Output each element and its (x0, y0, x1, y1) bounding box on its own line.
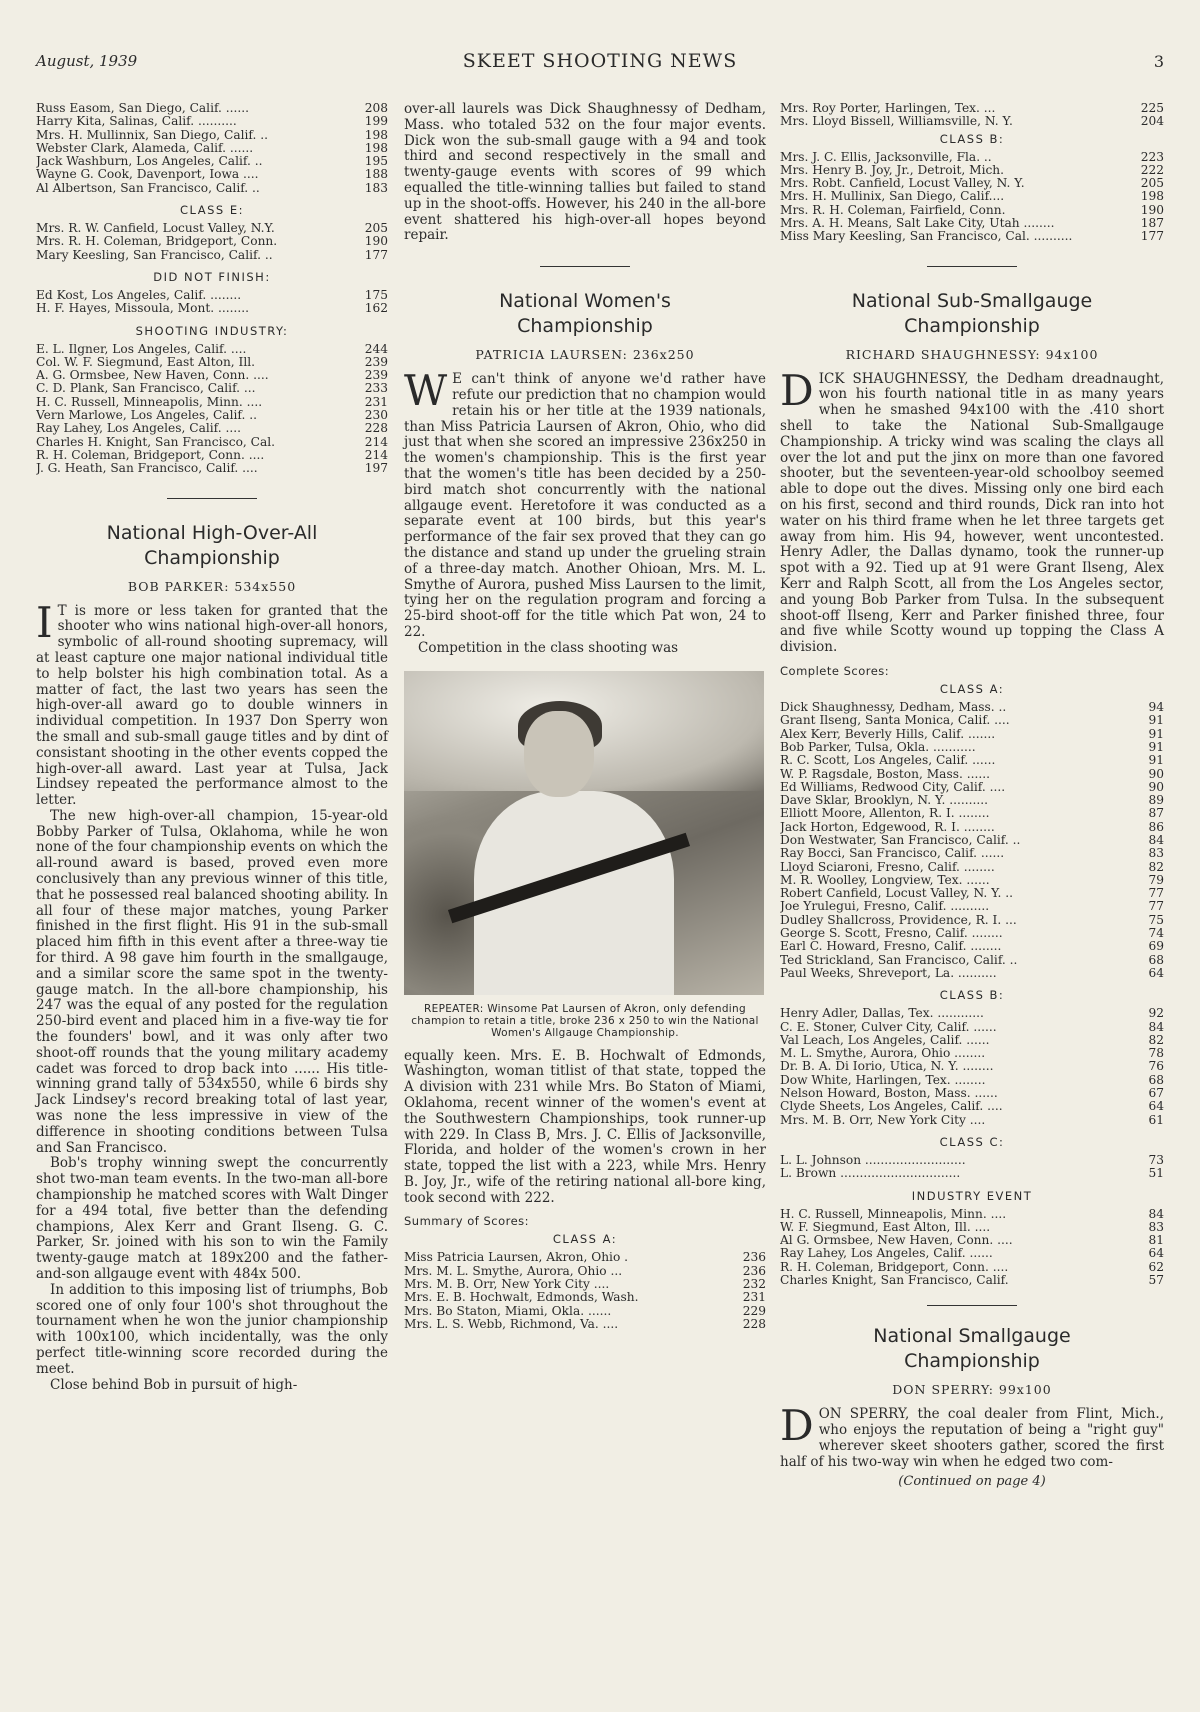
score-name: Don Westwater, San Francisco, Calif. .. (780, 833, 1021, 847)
score-name: R. C. Scott, Los Angeles, Calif. ...... (780, 754, 996, 768)
score-value: 229 (742, 1304, 766, 1318)
score-value: 188 (364, 168, 388, 182)
score-value: 232 (742, 1278, 766, 1292)
score-row (780, 834, 1164, 847)
score-name: Russ Easom, San Diego, Calif. ...... (36, 102, 250, 115)
industry-event-title: INDUSTRY EVENT (911, 1188, 1033, 1203)
score-row (780, 940, 1164, 953)
score-value: 225 (1140, 102, 1164, 115)
womens-class-b-title: CLASS B: (939, 131, 1005, 146)
score-value: 239 (364, 369, 388, 383)
score-row (780, 190, 1164, 203)
score-row (36, 235, 388, 248)
shooting-industry-title: SHOOTING INDUSTRY: (135, 323, 289, 338)
score-value: 77 (1148, 887, 1164, 901)
hoa-paragraph-2: The new high-over-all champion, 15-year-old Bobby Parker of Tulsa, Oklahoma, while he won none of the four championship events on which the all-round award is based, proved even more conclusively than any previous winner of this title, that he possessed real balanced shooting ability. In all four of these major matches, young Parker finished in the first flight. His 91 in the sub-small placed him fifth in this event after a three-way tie for third. A 98 gave him fourth in the smallgauge, and a similar score the same spot in the twenty-gauge match. In the all-bore championship, his 247 was the equal of any posted for the regulation 250-bird event and placed him in a five-way tie for the founders' bowl, and it was only after two shoot-off rounds that the young military academy cadet was forced to drop back into ...... His title-winning grand tally of 534x550, while 6 birds shy Jack Lindsey's record breaking total of last year, was none the less impressive in view of the difference in shooting conditions between Tulsa and San Francisco. (36, 807, 388, 1156)
score-name: Ray Bocci, San Francisco, Calif. ...... (780, 847, 1005, 861)
score-name: Mrs. H. Mullinix, San Diego, Calif.... (780, 190, 1005, 204)
score-name: Dow White, Harlingen, Tex. ........ (780, 1073, 986, 1087)
score-value: 68 (1148, 1073, 1164, 1087)
score-row (780, 1208, 1164, 1221)
score-name: Mrs. Robt. Canfield, Locust Valley, N. Y. (780, 177, 1025, 191)
score-name: Alex Kerr, Beverly Hills, Calif. ....... (780, 727, 996, 741)
score-name: Lloyd Sciaroni, Fresno, Calif. ........ (780, 860, 995, 874)
score-row (780, 1074, 1164, 1087)
score-name: Mrs. H. Mullinnix, San Diego, Calif. .. (36, 128, 268, 142)
score-name: Clyde Sheets, Los Angeles, Calif. .... (780, 1100, 1003, 1114)
score-value: 228 (364, 422, 388, 436)
score-name: Paul Weeks, Shreveport, La. .......... (780, 966, 997, 980)
subsmall-class-b-title: CLASS B: (939, 988, 1005, 1003)
score-name: J. G. Heath, San Francisco, Calif. .... (36, 462, 258, 476)
score-value: 162 (364, 302, 388, 316)
score-name: L. L. Johnson .......................... (780, 1153, 966, 1167)
class-e-list (36, 222, 388, 262)
hoa-section-subtitle: BOB PARKER: 534x550 (127, 578, 297, 594)
score-row (780, 1021, 1164, 1034)
score-value: 190 (1140, 203, 1164, 217)
score-row (780, 794, 1164, 807)
score-row (780, 1274, 1164, 1287)
score-row (780, 874, 1164, 887)
womens-class-a-list (404, 1251, 766, 1331)
score-value: 177 (1140, 230, 1164, 244)
score-row (36, 382, 388, 395)
score-name: Wayne G. Cook, Davenport, Iowa .... (36, 168, 259, 182)
score-name: Ray Lahey, Los Angeles, Calif. .... (36, 422, 241, 436)
womens-section-title: National Women's Championship (499, 290, 671, 338)
score-row (404, 1291, 766, 1304)
score-name: R. H. Coleman, Bridgeport, Conn. .... (780, 1260, 1009, 1274)
score-name: Dudley Shallcross, Providence, R. I. ... (780, 913, 1017, 927)
score-value: 222 (1140, 163, 1164, 177)
score-name: Charles Knight, San Francisco, Calif. (780, 1274, 1009, 1287)
score-value: 197 (364, 462, 388, 476)
subsmall-paragraph: DICK SHAUGHNESSY, the Dedham dreadnaught, won his fourth national title in as many years when he smashed 94x100 with the .410 short shell to take the National Sub-Smallgauge Championship. A tricky wind was scaling the clays all over the lot and put the jinx on more than one favored shooter, but the seventeen-year-old schoolboy seemed able to dope out the dives. Missing only one bird each on his first, second and third rounds, Dick ran into hot water on his third frame when he let three targets get away from him. His 94, however, went uncontested. Henry Adler, the Dallas dynamo, took the runner-up spot with a 92. Tied up at 91 were Grant Ilseng, Alex Kerr and Ralph Scott, all from the Los Angeles sector, and young Bob Parker from Tulsa. In the subsequent shoot-off Ilseng, Kerr and Parker finished three, four and five while Scotty wound up topping the Class A division. (780, 365, 1164, 656)
score-value: 177 (364, 248, 388, 262)
score-value: 223 (1140, 150, 1164, 164)
score-name: Miss Patricia Laursen, Akron, Ohio . (404, 1251, 629, 1265)
score-value: 89 (1148, 794, 1164, 808)
score-row (780, 1114, 1164, 1127)
score-value: 198 (1140, 190, 1164, 204)
score-value: 175 (364, 288, 388, 302)
womens-paragraph-1: W E can't think of anyone we'd rather have refute our prediction that no champion would retain his or her title at the 1939 nationals, than Miss Patricia Laursen of Akron, Ohio, who did just that when she scored an impressive 236x250 in the women's championship. This is the first year that the women's title has been decided by a 250-bird match shot concurrently with the national allgauge event. Heretofore it was conducted as a separate event at 100 birds, but this year's performance of the fair sex proved that they can go the distance and stand up under the grueling strain of a three-day match. Another Ohioan, Mrs. M. L. Smythe of Aurora, pushed Miss Laursen to the limit, tying her on the regulation program and forcing a 25-bird shoot-off for the title which Pat won, 24 to 22. (404, 366, 766, 640)
score-row (780, 1247, 1164, 1260)
section-divider (927, 1305, 1017, 1306)
score-name: Col. W. F. Siegmund, East Alton, Ill. (36, 355, 256, 369)
score-value: 228 (742, 1317, 766, 1331)
dnf-title: DID NOT FINISH: (153, 269, 271, 284)
drop-cap: I (36, 597, 53, 647)
score-name: Mary Keesling, San Francisco, Calif. .. (36, 248, 273, 262)
photo-pat-laursen (404, 671, 764, 995)
score-row (36, 449, 388, 462)
score-name: Dave Sklar, Brooklyn, N. Y. .......... (780, 794, 988, 808)
score-name: A. G. Ormsbee, New Haven, Conn. .... (36, 369, 269, 383)
score-name: Harry Kita, Salinas, Calif. .......... (36, 115, 237, 129)
score-row (780, 230, 1164, 243)
score-name: Jack Washburn, Los Angeles, Calif. .. (36, 155, 263, 169)
score-value: 239 (364, 355, 388, 369)
score-name: E. L. Ilgner, Los Angeles, Calif. .... (36, 342, 247, 356)
score-row (780, 1167, 1164, 1180)
page-header (36, 50, 1164, 80)
score-value: 81 (1148, 1234, 1164, 1248)
subsmall-class-c-list (780, 1154, 1164, 1181)
score-name: Henry Adler, Dallas, Tex. ............ (780, 1007, 984, 1021)
score-row (780, 151, 1164, 164)
score-value: 90 (1148, 767, 1164, 781)
score-name: W. F. Siegmund, East Alton, Ill. .... (780, 1220, 991, 1234)
score-name: Charles H. Knight, San Francisco, Cal. (36, 435, 276, 449)
smallgauge-section-title: National Smallgauge Championship (873, 1325, 1071, 1373)
score-row (36, 302, 388, 315)
score-row (780, 714, 1164, 727)
score-name: Mrs. E. B. Hochwalt, Edmonds, Wash. (404, 1291, 639, 1305)
hoa-paragraph-5: Close behind Bob in pursuit of high- (50, 1376, 298, 1393)
score-value: 64 (1148, 1100, 1164, 1114)
womens-class-a-continued (780, 102, 1164, 129)
score-name: Mrs. J. C. Ellis, Jacksonville, Fla. .. (780, 150, 992, 164)
hoa-continued-list (36, 102, 388, 195)
score-name: H. F. Hayes, Missoula, Mont. ........ (36, 302, 249, 316)
smallgauge-section-subtitle: DON SPERRY: 99x100 (892, 1382, 1052, 1398)
score-row (780, 821, 1164, 834)
score-row (36, 155, 388, 168)
score-value: 91 (1148, 754, 1164, 768)
score-row (780, 914, 1164, 927)
section-divider (540, 266, 630, 267)
section-divider (167, 498, 257, 499)
score-row (780, 887, 1164, 900)
score-name: R. H. Coleman, Bridgeport, Conn. .... (36, 448, 265, 462)
score-value: 198 (364, 141, 388, 155)
score-row (780, 1047, 1164, 1060)
page-number: 3 (1153, 52, 1164, 71)
score-row (780, 1100, 1164, 1113)
score-value: 183 (364, 181, 388, 195)
score-row (36, 249, 388, 262)
score-value: 64 (1148, 966, 1164, 980)
score-value: 84 (1148, 1207, 1164, 1221)
class-e-title: CLASS E: (180, 203, 244, 218)
score-name: M. L. Smythe, Aurora, Ohio ........ (780, 1047, 986, 1061)
score-name: Webster Clark, Alameda, Calif. ...... (36, 141, 254, 155)
score-name: Mrs. Lloyd Bissell, Williamsville, N. Y. (780, 115, 1013, 129)
subsmall-section-subtitle: RICHARD SHAUGHNESSY: 94x100 (845, 346, 1099, 362)
score-value: 231 (742, 1291, 766, 1305)
score-value: 69 (1148, 940, 1164, 954)
score-name: Vern Marlowe, Los Angeles, Calif. .. (36, 409, 257, 423)
subsmall-class-a-list (780, 701, 1164, 980)
score-row (36, 436, 388, 449)
publication-title: SKEET SHOOTING NEWS (462, 50, 738, 72)
score-row (780, 967, 1164, 980)
score-row (780, 217, 1164, 230)
subsmall-class-c-title: CLASS C: (939, 1134, 1005, 1149)
score-value: 208 (364, 102, 388, 115)
smallgauge-paragraph: DON SPERRY, the coal dealer from Flint, Mich., who enjoys the reputation of being a "right guy" wherever skeet shooters gather, scored the first half of his two-way win when he edged two com- (780, 1401, 1164, 1470)
score-name: W. P. Ragsdale, Boston, Mass. ...... (780, 767, 990, 781)
score-name: Ted Strickland, San Francisco, Calif. .. (780, 953, 1018, 967)
score-row (36, 356, 388, 369)
score-name: M. R. Woolley, Longview, Tex. ...... (780, 873, 990, 887)
score-value: 67 (1148, 1087, 1164, 1101)
score-row (404, 1305, 766, 1318)
column-2 (404, 102, 766, 1331)
score-row (36, 343, 388, 356)
score-row (36, 129, 388, 142)
score-value: 51 (1148, 1167, 1164, 1181)
womens-section-subtitle: PATRICIA LAURSEN: 236x250 (475, 347, 695, 363)
score-name: Val Leach, Los Angeles, Calif. ...... (780, 1033, 990, 1047)
score-name: Mrs. M. B. Orr, New York City .... (780, 1113, 986, 1127)
score-row (36, 289, 388, 302)
score-value: 77 (1148, 900, 1164, 914)
score-row (36, 102, 388, 115)
womens-paragraph-3: equally keen. Mrs. E. B. Hochwalt of Edmonds, Washington, woman titlist of that state, topped the A division with 231 while Mrs. Bo Staton of Miami, Oklahoma, recent winner of the women's event at the Southwestern Championships, took runner-up with 229. In Class B, Mrs. J. C. Ellis of Jacksonville, Florida, and holder of the women's crown in her state, topped the list with a 223, while Mrs. Henry B. Joy, Jr., wife of the retiring national all-bore king, took second with 222. (404, 1047, 766, 1206)
drop-cap: D (780, 365, 814, 415)
score-value: 91 (1148, 727, 1164, 741)
dnf-list (36, 289, 388, 316)
score-name: H. C. Russell, Minneapolis, Minn. .... (780, 1207, 1007, 1221)
score-value: 91 (1148, 714, 1164, 728)
score-value: 57 (1148, 1274, 1164, 1287)
score-name: Mrs. R. H. Coleman, Fairfield, Conn. (780, 203, 1006, 217)
score-name: Jack Horton, Edgewood, R. I. ........ (780, 820, 995, 834)
score-value: 76 (1148, 1060, 1164, 1074)
column-3 (780, 102, 1164, 1489)
drop-cap: D (780, 1401, 814, 1451)
summary-title: Summary of Scores: (404, 1214, 530, 1229)
score-value: 92 (1148, 1007, 1164, 1021)
score-value: 244 (364, 342, 388, 356)
industry-event-list (780, 1208, 1164, 1288)
score-row (780, 741, 1164, 754)
score-row (780, 1087, 1164, 1100)
score-row (36, 222, 388, 235)
shooting-industry-list (36, 343, 388, 476)
score-row (780, 204, 1164, 217)
score-name: Elliott Moore, Allenton, R. I. ........ (780, 807, 990, 821)
subsmall-class-a-title: CLASS A: (939, 682, 1005, 697)
score-name: Robert Canfield, Locust Valley, N. Y. .. (780, 887, 1014, 901)
section-divider (927, 266, 1017, 267)
score-name: Grant Ilseng, Santa Monica, Calif. .... (780, 714, 1010, 728)
hoa-section-title: National High-Over-All Championship (106, 521, 318, 569)
hoa-paragraph-3: Bob's trophy winning swept the concurrently shot two-man team events. In the two-man all-bore championship he matched scores with Walt Dinger for a 494 total, five better than the defending champions, Alex Kerr and Grant Ilseng. G. C. Parker, Sr. joined with his son to win the Family twenty-gauge match at 189x200 and the father-and-son allgauge event with 484x 500. (36, 1155, 388, 1282)
score-value: 83 (1148, 847, 1164, 861)
score-row (780, 728, 1164, 741)
score-row (780, 781, 1164, 794)
score-row (780, 177, 1164, 190)
score-row (780, 701, 1164, 714)
score-value: 68 (1148, 953, 1164, 967)
score-value: 78 (1148, 1047, 1164, 1061)
hoa-paragraph-4: In addition to this imposing list of triumphs, Bob scored one of only four 100's shot throughout the tournament when he won the junior championship with 100x100, which incidentally, was the only perfect title-winning score recorded during the meet. (36, 1281, 388, 1377)
continued-note: (Continued on page 4) (898, 1474, 1046, 1490)
score-row (780, 900, 1164, 913)
score-value: 61 (1148, 1113, 1164, 1127)
score-name: George S. Scott, Fresno, Calif. ........ (780, 927, 1003, 941)
score-row (36, 369, 388, 382)
score-row (780, 1034, 1164, 1047)
score-name: Mrs. R. H. Coleman, Bridgeport, Conn. (36, 235, 278, 249)
score-row (780, 927, 1164, 940)
score-value: 205 (1140, 177, 1164, 191)
score-value: 205 (364, 222, 388, 236)
score-row (36, 396, 388, 409)
score-name: Dr. B. A. Di Iorio, Utica, N. Y. ........ (780, 1060, 994, 1074)
complete-scores-title: Complete Scores: (780, 664, 890, 679)
score-value: 233 (364, 382, 388, 396)
score-row (36, 409, 388, 422)
score-name: C. E. Stoner, Culver City, Calif. ...... (780, 1020, 997, 1034)
womens-class-b-list (780, 151, 1164, 244)
score-name: Ed Kost, Los Angeles, Calif. ........ (36, 288, 242, 302)
score-value: 62 (1148, 1260, 1164, 1274)
score-name: Al G. Ormsbee, New Haven, Conn. .... (780, 1234, 1013, 1248)
score-row (780, 102, 1164, 115)
score-value: 236 (742, 1251, 766, 1265)
score-value: 94 (1148, 701, 1164, 715)
score-name: Mrs. Henry B. Joy, Jr., Detroit, Mich. (780, 163, 1005, 177)
score-row (404, 1265, 766, 1278)
score-value: 199 (364, 115, 388, 129)
score-row (780, 1154, 1164, 1167)
score-value: 204 (1140, 115, 1164, 129)
score-row (780, 847, 1164, 860)
score-row (780, 164, 1164, 177)
score-name: Mrs. A. H. Means, Salt Lake City, Utah ........ (780, 217, 1055, 231)
score-name: Ray Lahey, Los Angeles, Calif. ...... (780, 1247, 993, 1261)
score-value: 84 (1148, 833, 1164, 847)
score-value: 214 (364, 448, 388, 462)
photo-caption: REPEATER: Winsome Pat Laursen of Akron, only defending champion to retain a title, broke 236 x 250 to win the National Women's Allgauge Championship. (411, 1002, 759, 1039)
score-row (404, 1251, 766, 1264)
score-value: 74 (1148, 927, 1164, 941)
score-name: Nelson Howard, Boston, Mass. ...... (780, 1087, 998, 1101)
score-value: 79 (1148, 873, 1164, 887)
score-name: L. Brown ............................... (780, 1167, 961, 1181)
score-row (36, 115, 388, 128)
score-name: Mrs. M. B. Orr, New York City .... (404, 1278, 610, 1292)
score-value: 83 (1148, 1220, 1164, 1234)
score-row (780, 1007, 1164, 1020)
score-name: H. C. Russell, Minneapolis, Minn. .... (36, 395, 263, 409)
score-name: Joe Yrulegui, Fresno, Calif. .......... (780, 900, 990, 914)
score-name: Ed Williams, Redwood City, Calif. .... (780, 780, 1006, 794)
womens-class-a-title: CLASS A: (552, 1232, 618, 1247)
score-value: 190 (364, 235, 388, 249)
score-name: Mrs. Bo Staton, Miami, Okla. ...... (404, 1304, 612, 1318)
score-value: 84 (1148, 1020, 1164, 1034)
score-row (36, 142, 388, 155)
score-name: Mrs. Roy Porter, Harlingen, Tex. ... (780, 102, 996, 115)
score-row (780, 1060, 1164, 1073)
score-row (780, 115, 1164, 128)
score-value: 82 (1148, 860, 1164, 874)
score-value: 187 (1140, 217, 1164, 231)
score-row (780, 768, 1164, 781)
score-value: 73 (1148, 1153, 1164, 1167)
score-name: Earl C. Howard, Fresno, Calif. ........ (780, 940, 1002, 954)
score-value: 236 (742, 1264, 766, 1278)
score-value: 231 (364, 395, 388, 409)
score-row (780, 861, 1164, 874)
score-row (780, 754, 1164, 767)
subsmall-section-title: National Sub-Smallgauge Championship (851, 289, 1093, 337)
score-name: Dick Shaughnessy, Dedham, Mass. .. (780, 701, 1007, 715)
score-name: C. D. Plank, San Francisco, Calif. ... (36, 382, 256, 396)
subsmall-class-b-list (780, 1007, 1164, 1127)
score-row (780, 1221, 1164, 1234)
score-value: 90 (1148, 780, 1164, 794)
hoa-continued-paragraph: over-all laurels was Dick Shaughnessy of Dedham, Mass. who totaled 532 on the four major events. Dick won the sub-small gauge with a 94 and took third and second respectively in the small and twenty-gauge events with scores of 99 which equalled the title-winning tallies but failed to stand up in the shoot-offs. However, his 240 in the all-bore event shattered his high-over-all hopes beyond repair. (404, 101, 766, 244)
score-row (404, 1278, 766, 1291)
score-value: 75 (1148, 913, 1164, 927)
score-row (780, 1234, 1164, 1247)
score-value: 87 (1148, 807, 1164, 821)
score-value: 91 (1148, 740, 1164, 754)
womens-paragraph-2: Competition in the class shooting was (418, 639, 679, 656)
score-row (36, 182, 388, 195)
score-value: 195 (364, 155, 388, 169)
score-value: 198 (364, 128, 388, 142)
score-name: Mrs. R. W. Canfield, Locust Valley, N.Y. (36, 222, 275, 236)
column-1 (36, 102, 388, 1393)
score-row (36, 422, 388, 435)
score-row (36, 168, 388, 181)
score-name: Miss Mary Keesling, San Francisco, Cal. .......... (780, 230, 1073, 244)
score-value: 82 (1148, 1033, 1164, 1047)
score-row (404, 1318, 766, 1331)
score-value: 86 (1148, 820, 1164, 834)
issue-date: August, 1939 (36, 52, 138, 70)
score-value: 214 (364, 435, 388, 449)
score-value: 230 (364, 409, 388, 423)
score-row (780, 954, 1164, 967)
score-name: Al Albertson, San Francisco, Calif. .. (36, 181, 260, 195)
score-row (780, 807, 1164, 820)
score-name: Mrs. M. L. Smythe, Aurora, Ohio ... (404, 1264, 623, 1278)
score-row (780, 1261, 1164, 1274)
score-row (36, 462, 388, 475)
drop-cap: W (404, 366, 448, 416)
score-name: Mrs. L. S. Webb, Richmond, Va. .... (404, 1317, 619, 1331)
score-name: Bob Parker, Tulsa, Okla. ........... (780, 740, 976, 754)
score-value: 64 (1148, 1247, 1164, 1261)
hoa-paragraph-1: I T is more or less taken for granted that the shooter who wins national high-over-all honors, symbolic of all-round shooting supremacy, will at least capture one major national individual title to help bolster his high combination total. As a matter of fact, the last two years has seen the high-over-all award go to double winners in individual competition. In 1937 Don Sperry won the small and sub-small gauge titles and by dint of consistant shooting in the other events copped the high-over-all award. Last year at Tulsa, Jack Lindsey repeated the performance almost to the letter. (36, 597, 388, 809)
